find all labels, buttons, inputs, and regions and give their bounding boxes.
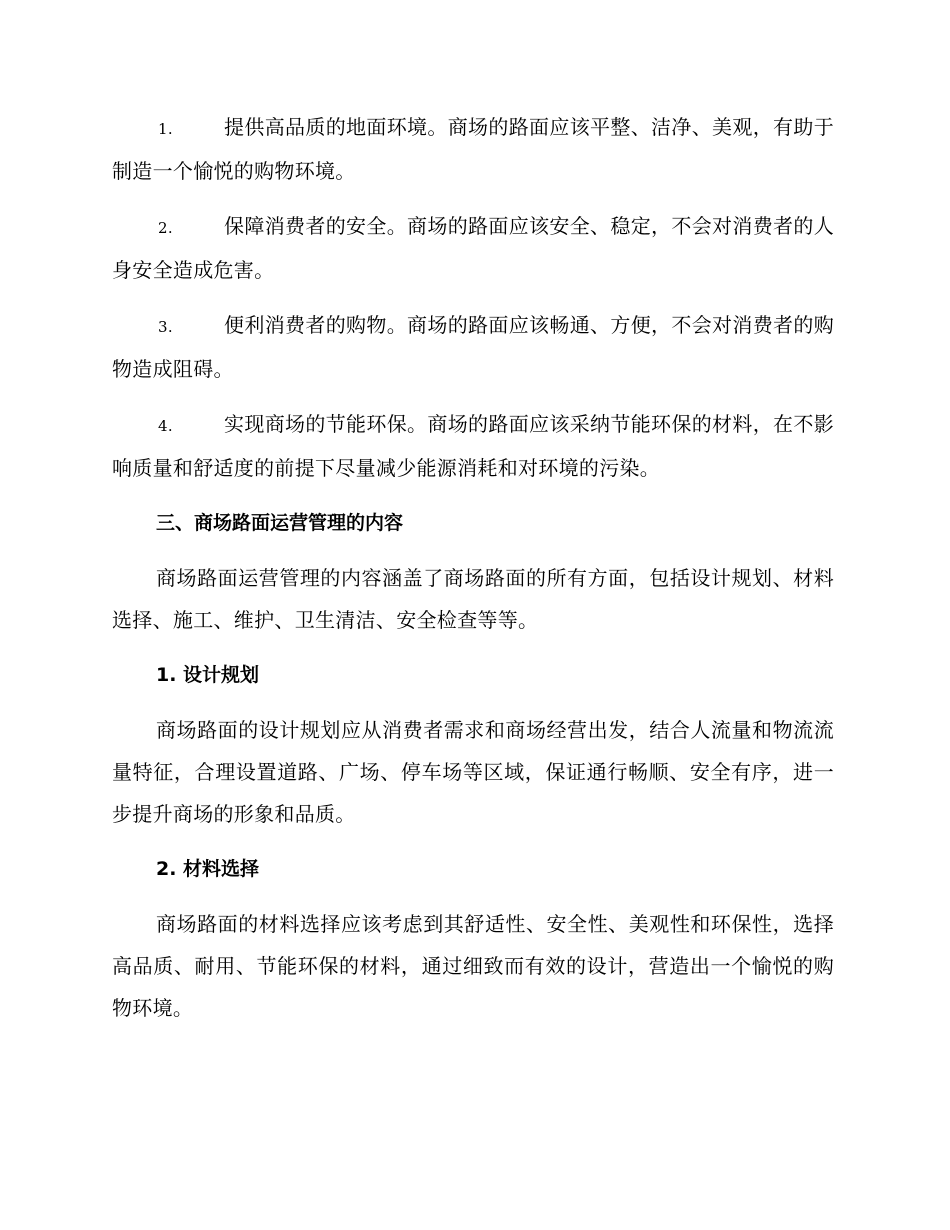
design-planning-paragraph: 商场路面的设计规划应从消费者需求和商场经营出发，结合人流量和物流流量特征，合理设置道路、广场、停车场等区域，保证通行畅顺、安全有序，进一步提升商场的形象和品质。 [112, 718, 834, 826]
subsection-heading-design-planning: 1. 设计规划 [156, 664, 260, 686]
list-item-text: 提供高品质的地面环境。商场的路面应该平整、洁净、美观，有助于制造一个愉悦的购物环境。 [112, 115, 834, 183]
section-intro-paragraph: 商场路面运营管理的内容涵盖了商场路面的所有方面，包括设计规划、材料选择、施工、维护、卫生清洁、安全检查等等。 [112, 566, 834, 632]
list-item [112, 304, 834, 390]
list-item-number: 1. [158, 120, 173, 138]
list-item-text: 实现商场的节能环保。商场的路面应该采纳节能环保的材料，在不影响质量和舒适度的前提下尽量减少能源消耗和对环境的污染。 [112, 412, 834, 480]
list-item [112, 106, 834, 192]
list-item-text: 便利消费者的购物。商场的路面应该畅通、方便，不会对消费者的购物造成阻碍。 [112, 313, 834, 381]
list-item-number: 4. [158, 417, 173, 435]
list-item-number: 2. [158, 219, 173, 237]
list-item-text: 保障消费者的安全。商场的路面应该安全、稳定，不会对消费者的人身安全造成危害。 [112, 214, 834, 282]
material-selection-paragraph: 商场路面的材料选择应该考虑到其舒适性、安全性、美观性和环保性，选择高品质、耐用、节能环保的材料，通过细致而有效的设计，营造出一个愉悦的购物环境。 [112, 912, 834, 1020]
section-heading: 三、商场路面运营管理的内容 [156, 512, 404, 534]
list-item-number: 3. [158, 318, 173, 336]
list-item [112, 403, 834, 489]
document-body [112, 106, 834, 1042]
list-item [112, 205, 834, 291]
subsection-heading-material-selection: 2. 材料选择 [156, 858, 260, 880]
